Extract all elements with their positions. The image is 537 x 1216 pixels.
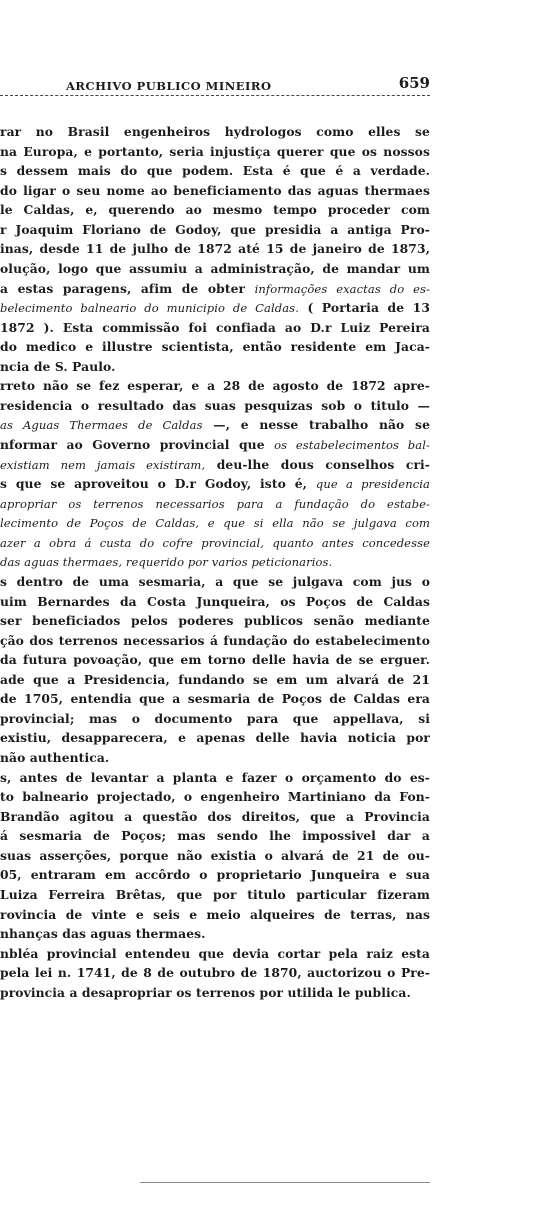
text-line bbox=[0, 455, 430, 475]
text-run: de 1705, entendia que a sesmaria de Poços de Caldas era bbox=[0, 691, 430, 707]
text-line bbox=[0, 748, 430, 768]
text-line bbox=[0, 865, 430, 885]
text-line bbox=[0, 768, 430, 788]
text-run: s, antes de levantar a planta e fazer o orçamento do es- bbox=[0, 769, 430, 785]
text-line bbox=[0, 259, 430, 279]
text-line bbox=[0, 631, 430, 651]
text-line bbox=[0, 239, 430, 259]
text-run: s que se aproveitou o D.r Godoy, isto é, bbox=[0, 476, 316, 492]
text-line bbox=[0, 376, 430, 396]
text-run: Brandão agitou a questão dos direitos, que a Provincia bbox=[0, 808, 430, 824]
text-line bbox=[0, 122, 430, 142]
text-line bbox=[0, 846, 430, 866]
italic-run: que a presidencia bbox=[315, 477, 430, 492]
header-title: ARCHIVO PUBLICO MINEIRO bbox=[66, 79, 272, 93]
text-run: pela lei n. 1741, de 8 de outubro de 1870, auctorizou o Pre- bbox=[0, 965, 430, 981]
text-line bbox=[0, 513, 430, 533]
text-run: ( Portaria de 13 bbox=[298, 300, 430, 316]
text-line bbox=[0, 161, 430, 181]
text-line bbox=[0, 415, 430, 435]
text-run: ncia de S. Paulo. bbox=[0, 358, 116, 374]
text-line bbox=[0, 944, 430, 964]
text-line bbox=[0, 298, 430, 318]
text-line bbox=[0, 787, 430, 807]
italic-run: as Aguas Thermaes de Caldas bbox=[0, 418, 203, 433]
text-line bbox=[0, 905, 430, 925]
text-line bbox=[0, 670, 430, 690]
text-run: ade que a Presidencia, fundando se em um alvará de 21 bbox=[0, 671, 430, 687]
text-run: existiu, desapparecera, e apenas delle havia noticia por bbox=[0, 730, 430, 746]
text-run: inas, desde 11 de julho de 1872 até 15 de janeiro de 1873, bbox=[0, 241, 430, 257]
text-line bbox=[0, 494, 430, 514]
text-line bbox=[0, 337, 430, 357]
text-run: le Caldas, e, querendo ao mesmo tempo proceder com bbox=[0, 202, 430, 218]
text-line bbox=[0, 220, 430, 240]
text-run: to balneario projectado, o engenheiro Martiniano da Fon- bbox=[0, 789, 430, 805]
italic-run: apropriar os terrenos necessarios para a fundação do estabe- bbox=[0, 496, 430, 511]
italic-run: das aguas thermaes, requerido por varios peticionarios. bbox=[0, 555, 333, 570]
italic-run: azer a obra á custa do cofre provincial, quanto antes concedesse bbox=[0, 535, 430, 550]
text-run: residencia o resultado das suas pesquizas sob o titulo — bbox=[0, 397, 430, 413]
text-run: r Joaquim Floriano de Godoy, que presidia a antiga Pro- bbox=[0, 221, 430, 237]
text-run: uim Bernardes da Costa Junqueira, os Poços de Caldas bbox=[0, 593, 430, 609]
text-run: rovincia de vinte e seis e meio alqueires de terras, nas bbox=[0, 906, 430, 922]
text-run: —, e nesse trabalho não se bbox=[202, 417, 430, 433]
text-run: nbléa provincial entendeu que devia cortar pela raiz esta bbox=[0, 945, 430, 961]
text-run: na Europa, e portanto, seria injustiça querer que os nossos bbox=[0, 143, 430, 159]
text-line bbox=[0, 142, 430, 162]
italic-run: lecimento de Poços de Caldas, e que si ella não se julgava com bbox=[0, 516, 430, 531]
text-run: nformar ao Governo provincial que bbox=[0, 437, 275, 452]
text-run: Luiza Ferreira Brêtas, que por titulo particular fizeram bbox=[0, 886, 430, 902]
text-line bbox=[0, 572, 430, 592]
text-run: ção dos terrenos necessarios á fundação do estabelecimento bbox=[0, 632, 430, 648]
text-line bbox=[0, 885, 430, 905]
text-run: s dentro de uma sesmaria, a que se julgava com jus o bbox=[0, 573, 430, 589]
text-line bbox=[0, 689, 430, 709]
text-run: rar no Brasil engenheiros hydrologos como elles se bbox=[0, 124, 430, 139]
text-line bbox=[0, 592, 430, 612]
italic-run: belecimento balneario do municipio de Caldas. bbox=[0, 301, 299, 316]
italic-run: os estabelecimentos bal- bbox=[274, 438, 430, 452]
text-line bbox=[0, 807, 430, 827]
text-run: não authentica. bbox=[0, 750, 110, 765]
text-run: s dessem mais do que podem. Esta é que é a verdade. bbox=[0, 163, 430, 179]
text-line bbox=[0, 709, 430, 729]
text-run: do medico e illustre scientista, então residente em Jaca- bbox=[0, 339, 430, 355]
text-line bbox=[0, 200, 430, 220]
text-line bbox=[0, 552, 430, 572]
text-run: ser beneficiados pelos poderes publicos senão mediante bbox=[0, 613, 430, 629]
text-line bbox=[0, 650, 430, 670]
text-line bbox=[0, 728, 430, 748]
text-line bbox=[0, 533, 430, 553]
text-run: á sesmaria de Poços; mas sendo lhe impossivel dar a bbox=[0, 828, 430, 844]
text-run: a estas paragens, afim de obter bbox=[0, 280, 255, 296]
text-line bbox=[0, 826, 430, 846]
running-header bbox=[0, 74, 430, 96]
text-run: provincial; mas o documento para que appellava, si bbox=[0, 710, 430, 726]
text-line bbox=[0, 983, 430, 1003]
text-line bbox=[0, 318, 430, 338]
text-run: do ligar o seu nome ao beneficiamento das aguas thermaes bbox=[0, 182, 430, 198]
header-rule bbox=[0, 95, 430, 96]
text-line bbox=[0, 963, 430, 983]
text-run: 1872 ). Esta commissão foi confiada ao D.r Luiz Pereira bbox=[0, 319, 430, 335]
footer-rule bbox=[140, 1182, 430, 1183]
italic-run: existiam nem jamais existiram, bbox=[0, 457, 206, 472]
text-line bbox=[0, 357, 430, 377]
text-line bbox=[0, 279, 430, 299]
italic-run: informações exactas do es- bbox=[254, 281, 430, 296]
text-line bbox=[0, 924, 430, 944]
text-line bbox=[0, 181, 430, 201]
text-line bbox=[0, 396, 430, 416]
text-run: nhanças das aguas thermaes. bbox=[0, 926, 206, 942]
text-line bbox=[0, 611, 430, 631]
text-run: deu-lhe dous conselhos cri- bbox=[205, 456, 430, 472]
text-run: da futura povoação, que em torno delle havia de se erguer. bbox=[0, 652, 430, 668]
text-run: provincia a desapropriar os terrenos por utilida le publica. bbox=[0, 984, 411, 1000]
text-run: suas asserções, porque não existia o alvará de 21 de ou- bbox=[0, 847, 430, 863]
text-line bbox=[0, 474, 430, 494]
text-run: olução, logo que assumiu a administração, de mandar um bbox=[0, 260, 430, 276]
body-text bbox=[0, 122, 430, 1002]
text-run: rreto não se fez esperar, e a 28 de agosto de 1872 apre- bbox=[0, 378, 430, 394]
page-number: 659 bbox=[398, 74, 430, 92]
text-run: 05, entraram em accôrdo o proprietario Junqueira e sua bbox=[0, 867, 430, 883]
text-line bbox=[0, 435, 430, 455]
